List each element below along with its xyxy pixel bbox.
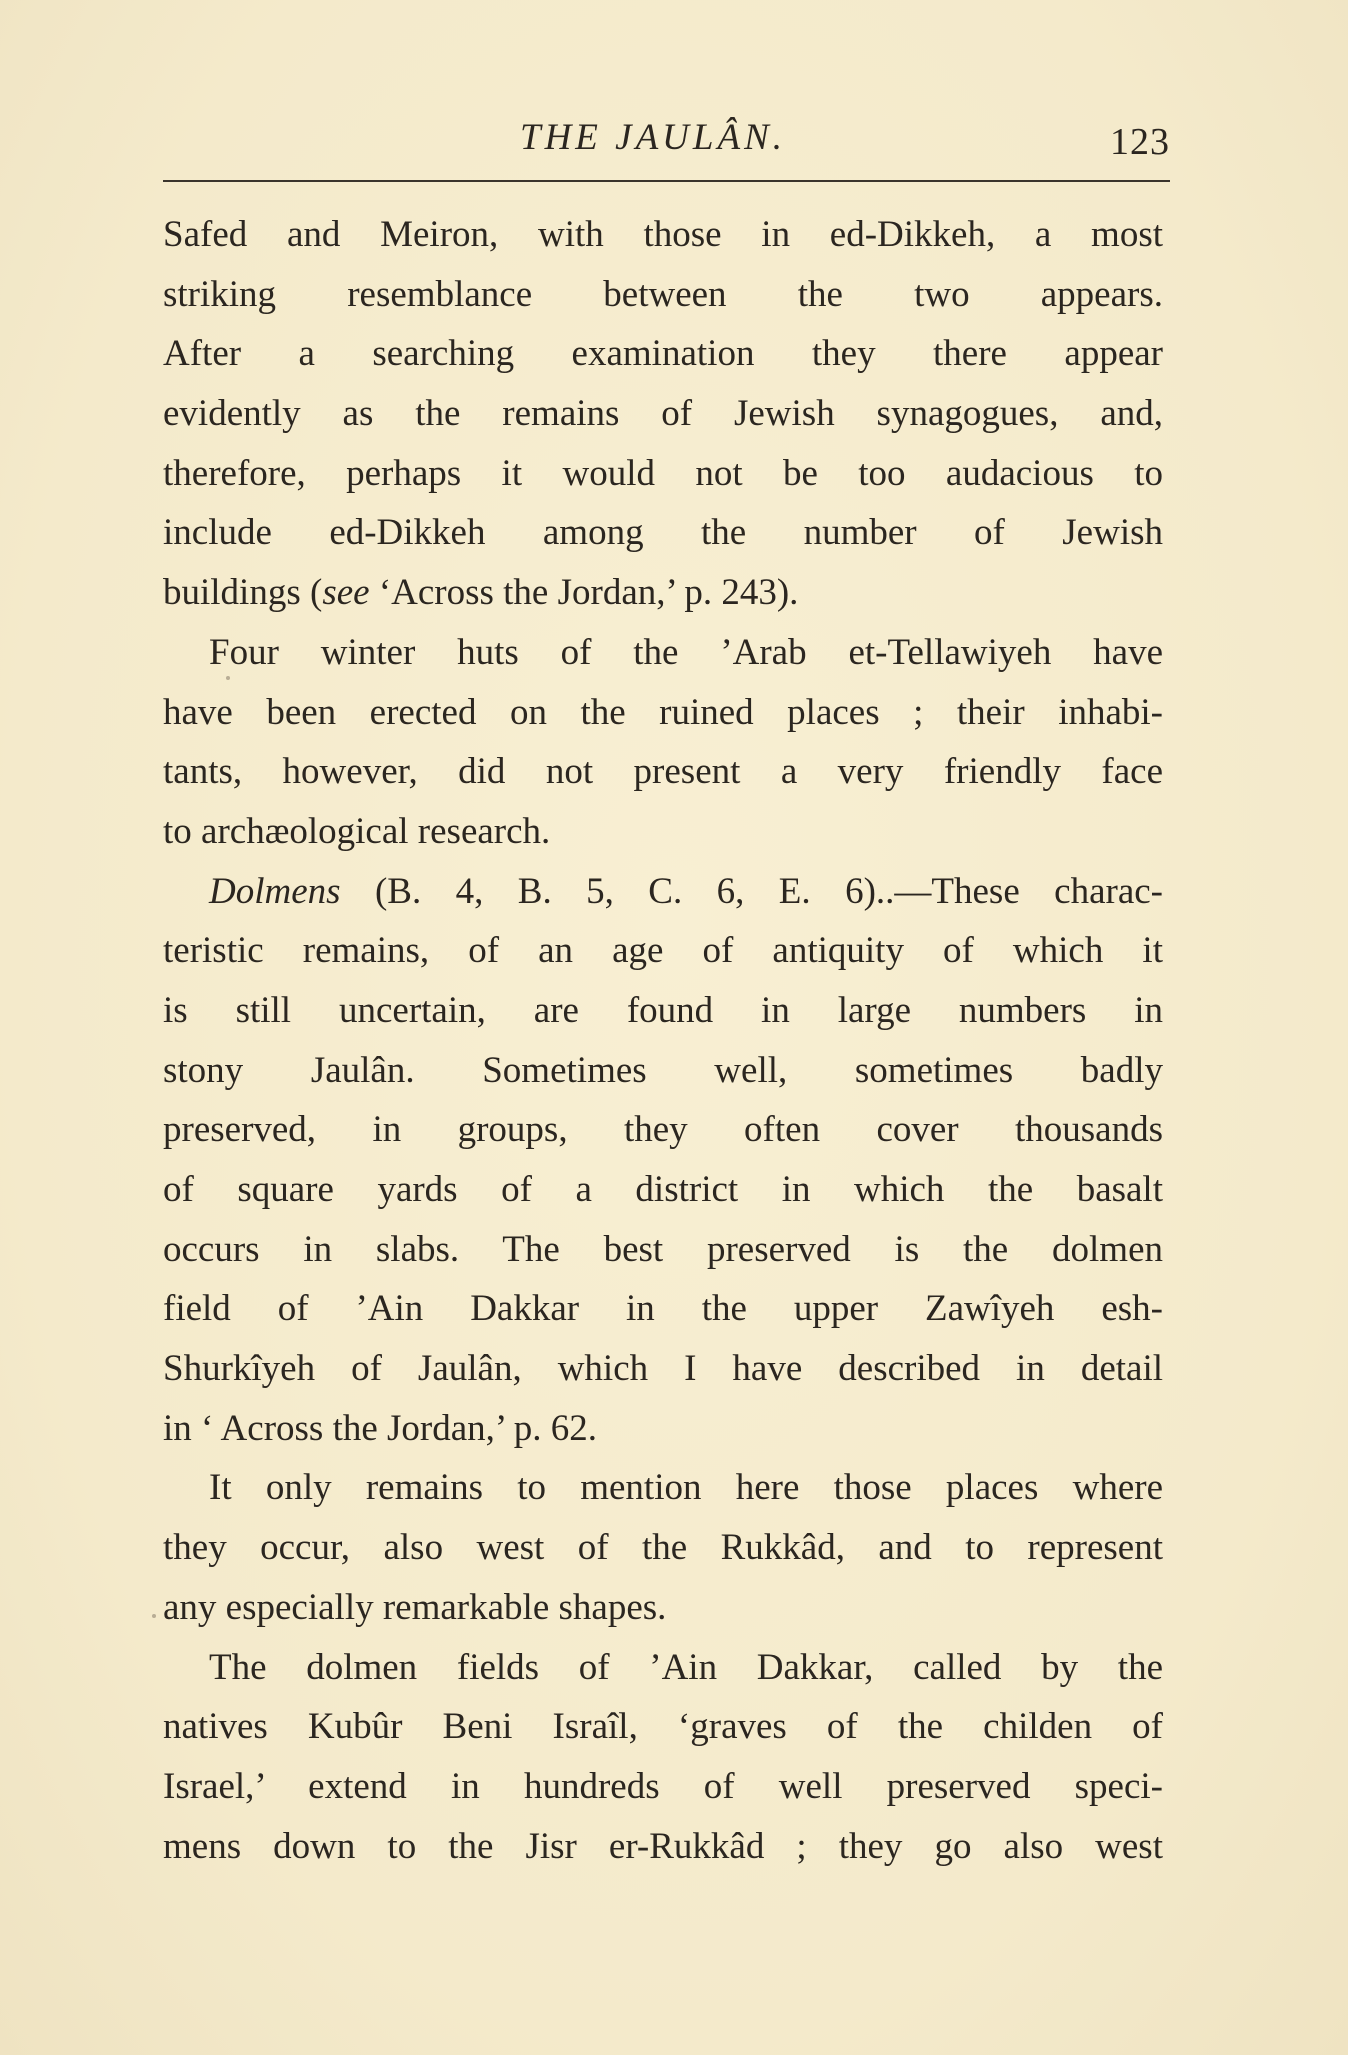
text-line: occurs in slabs. The best preserved is the dolmen	[163, 1228, 1163, 1270]
paragraph	[163, 205, 1163, 623]
text-line: include ed-Dikkeh among the number of Jewish	[163, 512, 1163, 554]
section-heading: Dolmens	[209, 870, 341, 912]
text-line: stony Jaulân. Sometimes well, sometimes badly	[163, 1049, 1163, 1091]
paragraph	[163, 1638, 1163, 1877]
text-line: mens down to the Jisr er-Rukkâd ; they go also west	[163, 1825, 1163, 1867]
page-header	[160, 110, 1170, 170]
text-line: striking resemblance between the two appears.	[163, 273, 1163, 315]
running-title: THE JAULÂN.	[520, 117, 786, 158]
text-line: field of ’Ain Dakkar in the upper Zawîyeh esh-	[163, 1288, 1163, 1330]
text-line: evidently as the remains of Jewish synagogues, and,	[163, 393, 1163, 435]
text-line	[163, 563, 1163, 623]
paper-speck	[226, 676, 230, 680]
paragraph	[163, 1458, 1163, 1637]
text-line: therefore, perhaps it would not be too audacious to	[163, 452, 1163, 494]
text-line: It only remains to mention here those places where	[209, 1467, 1163, 1509]
page-number: 123	[1110, 121, 1170, 163]
text-line: have been erected on the ruined places ; their inhabi-	[163, 691, 1163, 733]
text-run: buildings (	[163, 572, 323, 614]
text-line: to archæological research.	[163, 810, 551, 852]
text-line: of square yards of a district in which the basalt	[163, 1169, 1163, 1210]
text-line: Safed and Meiron, with those in ed-Dikkeh, a most	[163, 214, 1163, 255]
italic-text-run: see	[322, 572, 370, 614]
paragraph	[163, 862, 1163, 1459]
text-line: natives Kubûr Beni Israîl, ‘graves of the childen of	[163, 1706, 1163, 1748]
text-line: tants, however, did not present a very friendly face	[163, 751, 1163, 793]
text-line: is still uncertain, are found in large numbers in	[163, 989, 1163, 1031]
text-line	[163, 862, 1163, 922]
body-text	[163, 205, 1163, 1876]
text-line: Four winter huts of the ’Arab et-Tellawiyeh have	[209, 631, 1163, 673]
text-line: After a searching examination they there appear	[163, 333, 1163, 375]
text-line: Israel,’ extend in hundreds of well preserved speci-	[163, 1765, 1163, 1807]
text-run: (B. 4, B. 5, C. 6, E. 6)..—These charac-	[340, 870, 1163, 912]
paragraph	[163, 623, 1163, 862]
text-run: ‘Across the Jordan,’ p. 243).	[369, 572, 799, 614]
text-line: teristic remains, of an age of antiquity of which it	[163, 930, 1163, 972]
text-line: The dolmen fields of ’Ain Dakkar, called by the	[209, 1646, 1163, 1688]
paper-speck	[152, 1614, 156, 1618]
text-line: they occur, also west of the Rukkâd, and to represent	[163, 1527, 1163, 1569]
text-line: in ‘ Across the Jordan,’ p. 62.	[163, 1407, 597, 1449]
header-rule	[163, 180, 1170, 182]
text-line: Shurkîyeh of Jaulân, which I have described in detail	[163, 1348, 1163, 1390]
text-line: any especially remarkable shapes.	[163, 1586, 667, 1628]
text-line: preserved, in groups, they often cover thousands	[163, 1109, 1163, 1151]
